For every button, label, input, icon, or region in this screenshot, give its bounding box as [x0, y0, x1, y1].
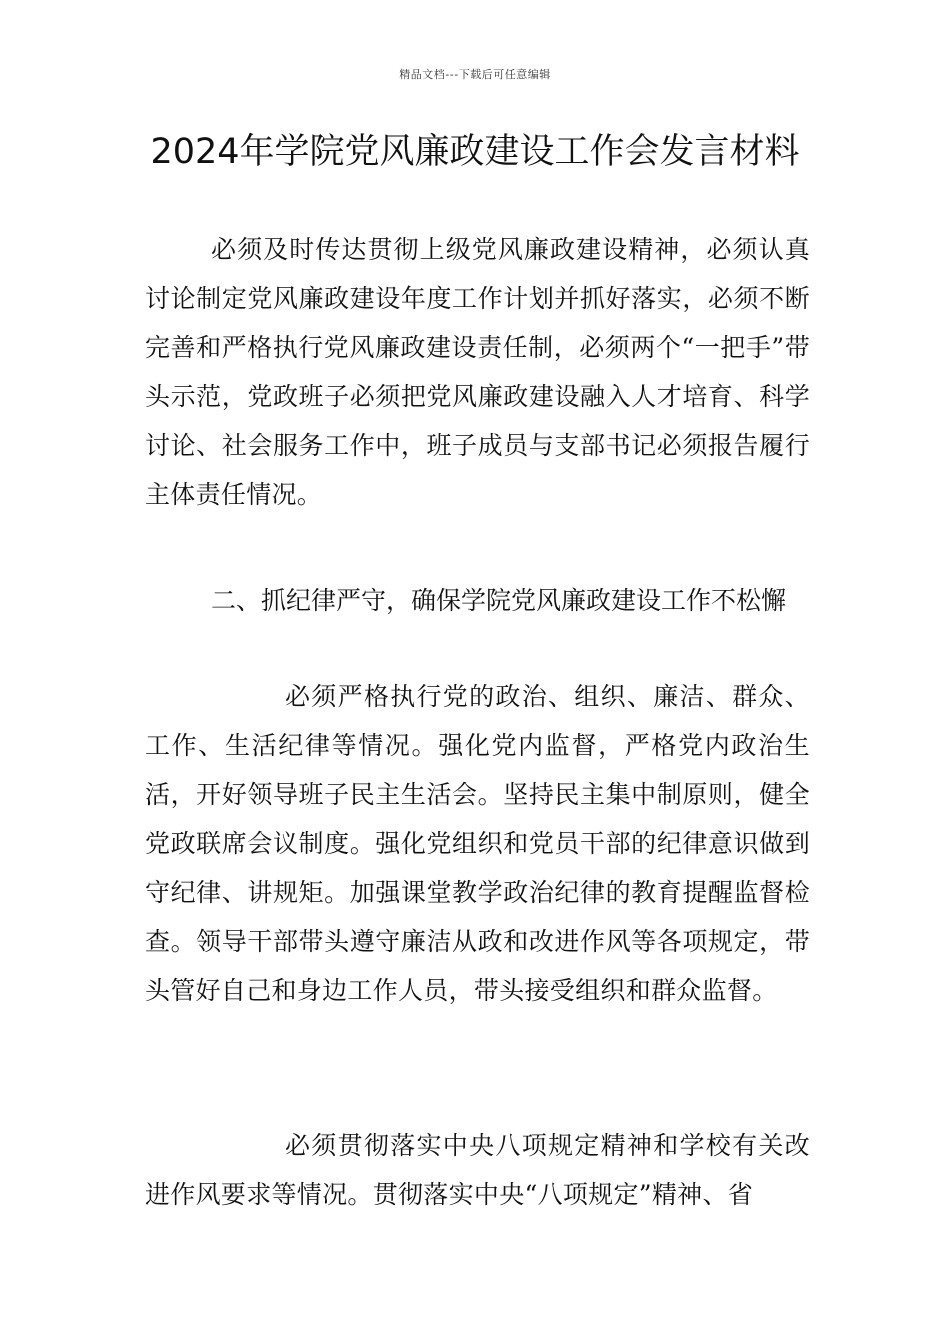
- body-paragraph-3: 必须贯彻落实中央八项规定精神和学校有关改进作风要求等情况。贯彻落实中央“八项规定”精神、省: [145, 1131, 810, 1209]
- body-paragraph-2: 必须严格执行党的政治、组织、廉洁、群众、工作、生活纪律等情况。强化党内监督，严格党内政治生活，开好领导班子民主生活会。坚持民主集中制原则，健全党政联席会议制度。强化党组织和党员干部的纪律意识做到守纪律、讲规矩。加强课堂教学政治纪律的教育提醒监督检查。领导干部带头遵守廉洁从政和改进作风等各项规定，带头管好自己和身边工作人员，带头接受组织和群众监督。: [145, 682, 810, 1005]
- section-heading-2: 二、抓纪律严守，确保学院党风廉政建设工作不松懈: [211, 586, 787, 615]
- body-paragraph-1: 必须及时传达贯彻上级党风廉政建设精神，必须认真讨论制定党风廉政建设年度工作计划并抓好落实，必须不断完善和严格执行党风廉政建设责任制，必须两个“一把手”带头示范，党政班子必须把党风廉政建设融入人才培育、科学讨论、社会服务工作中，班子成员与支部书记必须报告履行主体责任情况。: [145, 235, 810, 509]
- document-header-note: 精品文档---下载后可任意编辑: [399, 68, 551, 81]
- document-title: 2024年学院党风廉政建设工作会发言材料: [150, 132, 800, 172]
